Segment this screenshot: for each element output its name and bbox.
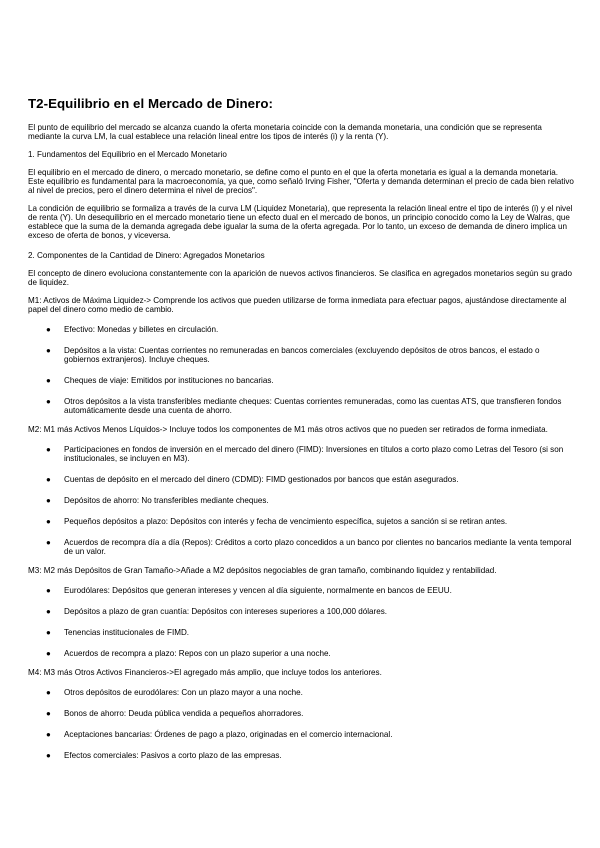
list-item — [28, 649, 576, 658]
list-item-text: Cheques de viaje: Emitidos por instituciones no bancarias. — [64, 376, 274, 385]
list-item-text: Tenencias institucionales de FIMD. — [64, 628, 190, 637]
section-1-paragraph-2: La condición de equilibrio se formaliza a través de la curva LM (Liquidez Monetaria), que representa la relación lineal entre el tipo de interés (i) y el nivel de renta (Y). Un desequilibrio en el mercado monetario tiene un efecto dual en el mercado de bonos, un principio conocido como la Ley de Walras, que establece que la suma de la demanda agregada debe igualar la suma de la oferta agregada. Por lo tanto, un exceso de demanda de dinero implica un exceso de oferta de bonos, y viceversa. — [28, 204, 573, 240]
m1-heading: M1: Activos de Máxima Liquidez-> Comprende los activos que pueden utilizarse de forma inmediata para efectuar pagos, ajustándose directamente al papel del dinero como medio de cambio. — [28, 296, 567, 314]
bullet-icon: ● — [46, 397, 51, 406]
list-item-text: Depósitos a plazo de gran cuantía: Depósitos con intereses superiores a 100,000 dólares. — [64, 607, 388, 616]
m2-list — [28, 445, 576, 556]
list-item-text: Otros depósitos a la vista transferibles mediante cheques: Cuentas corrientes remuneradas, como las cuentas ATS, que transfieren fondos automáticamente desde una cuenta de ahorro. — [64, 397, 562, 415]
m2-heading: M2: M1 más Activos Menos Líquidos-> Incluye todos los componentes de M1 más otros activos que no pueden ser retirados de forma inmediata. — [28, 425, 548, 434]
list-item — [28, 628, 576, 637]
bullet-icon: ● — [46, 730, 51, 739]
list-item-text: Depósitos a la vista: Cuentas corrientes no remuneradas en bancos comerciales (excluyendo depósitos de otros bancos, el estado o gobiernos extranjeros). Incluye cheques. — [64, 346, 540, 364]
bullet-icon: ● — [46, 628, 51, 637]
bullet-icon: ● — [46, 517, 51, 526]
intro-paragraph: El punto de equilibrio del mercado se alcanza cuando la oferta monetaria coincide con la demanda monetaria, una condición que se representa mediante la curva LM, la cual establece una relación lineal entre los tipos de interés (i) y la renta (Y). — [28, 123, 542, 141]
section-2-heading: 2. Componentes de la Cantidad de Dinero: Agregados Monetarios — [28, 251, 265, 260]
list-item — [28, 475, 576, 484]
list-item-text: Bonos de ahorro: Deuda pública vendida a pequeños ahorradores. — [64, 709, 304, 718]
section-1-paragraph-1: El equilibrio en el mercado de dinero, o mercado monetario, se define como el punto en el que la oferta monetaria es igual a la demanda monetaria. Este equilibrio es fundamental para la macroeconomía, ya que, como señaló Irving Fisher, "Oferta y demanda determinan el precio de cada bien relativo al nivel de precios, pero el dinero determina el nivel de precios". — [28, 168, 574, 195]
list-item — [28, 751, 576, 760]
list-item — [28, 730, 576, 739]
bullet-icon: ● — [46, 475, 51, 484]
list-item-text: Acuerdos de recompra a plazo: Repos con un plazo superior a una noche. — [64, 649, 331, 658]
list-item — [28, 346, 576, 364]
bullet-icon: ● — [46, 751, 51, 760]
list-item — [28, 325, 576, 334]
m3-list — [28, 586, 576, 658]
bullet-icon: ● — [46, 496, 51, 505]
list-item — [28, 607, 576, 616]
list-item-text: Aceptaciones bancarias: Órdenes de pago a plazo, originadas en el comercio internacional. — [64, 730, 393, 739]
list-item — [28, 538, 576, 556]
list-item-text: Pequeños depósitos a plazo: Depósitos con interés y fecha de vencimiento específica, sujetos a sanción si se retiran antes. — [64, 517, 508, 526]
bullet-icon: ● — [46, 586, 51, 595]
bullet-icon: ● — [46, 688, 51, 697]
bullet-icon: ● — [46, 445, 51, 454]
list-item-text: Cuentas de depósito en el mercado del dinero (CDMD): FIMD gestionados por bancos que están asegurados. — [64, 475, 459, 484]
bullet-icon: ● — [46, 649, 51, 658]
list-item-text: Depósitos de ahorro: No transferibles mediante cheques. — [64, 496, 269, 505]
list-item-text: Eurodólares: Depósitos que generan intereses y vencen al día siguiente, normalmente en bancos de EEUU. — [64, 586, 452, 595]
list-item-text: Efectivo: Monedas y billetes en circulación. — [64, 325, 219, 334]
document-title: T2-Equilibrio en el Mercado de Dinero: — [28, 96, 273, 111]
list-item-text: Otros depósitos de eurodólares: Con un plazo mayor a una noche. — [64, 688, 303, 697]
section-2-paragraph-1: El concepto de dinero evoluciona constantemente con la aparición de nuevos activos financieros. Se clasifica en agregados monetarios según su grado de liquidez. — [28, 269, 572, 287]
list-item — [28, 709, 576, 718]
list-item — [28, 445, 576, 463]
list-item — [28, 397, 576, 415]
section-1-heading: 1. Fundamentos del Equilibrio en el Mercado Monetario — [28, 150, 227, 159]
list-item — [28, 586, 576, 595]
list-item — [28, 496, 576, 505]
m3-heading: M3: M2 más Depósitos de Gran Tamaño->Añade a M2 depósitos negociables de gran tamaño, combinando liquidez y rentabilidad. — [28, 566, 497, 575]
m1-list — [28, 325, 576, 415]
m4-heading: M4: M3 más Otros Activos Financieros->El agregado más amplio, que incluye todos los anteriores. — [28, 668, 382, 677]
bullet-icon: ● — [46, 376, 51, 385]
bullet-icon: ● — [46, 538, 51, 547]
bullet-icon: ● — [46, 325, 51, 334]
list-item-text: Acuerdos de recompra día a día (Repos): Créditos a corto plazo concedidos a un banco por clientes no bancarios mediante la venta temporal de un valor. — [64, 538, 572, 556]
bullet-icon: ● — [46, 607, 51, 616]
list-item — [28, 688, 576, 697]
list-item — [28, 517, 576, 526]
list-item-text: Participaciones en fondos de inversión en el mercado del dinero (FIMD): Inversiones en títulos a corto plazo como Letras del Tesoro (si son institucionales, se incluyen en M3). — [64, 445, 564, 463]
list-item-text: Efectos comerciales: Pasivos a corto plazo de las empresas. — [64, 751, 282, 760]
bullet-icon: ● — [46, 346, 51, 355]
bullet-icon: ● — [46, 709, 51, 718]
list-item — [28, 376, 576, 385]
m4-list — [28, 688, 576, 760]
document-body — [28, 96, 576, 760]
